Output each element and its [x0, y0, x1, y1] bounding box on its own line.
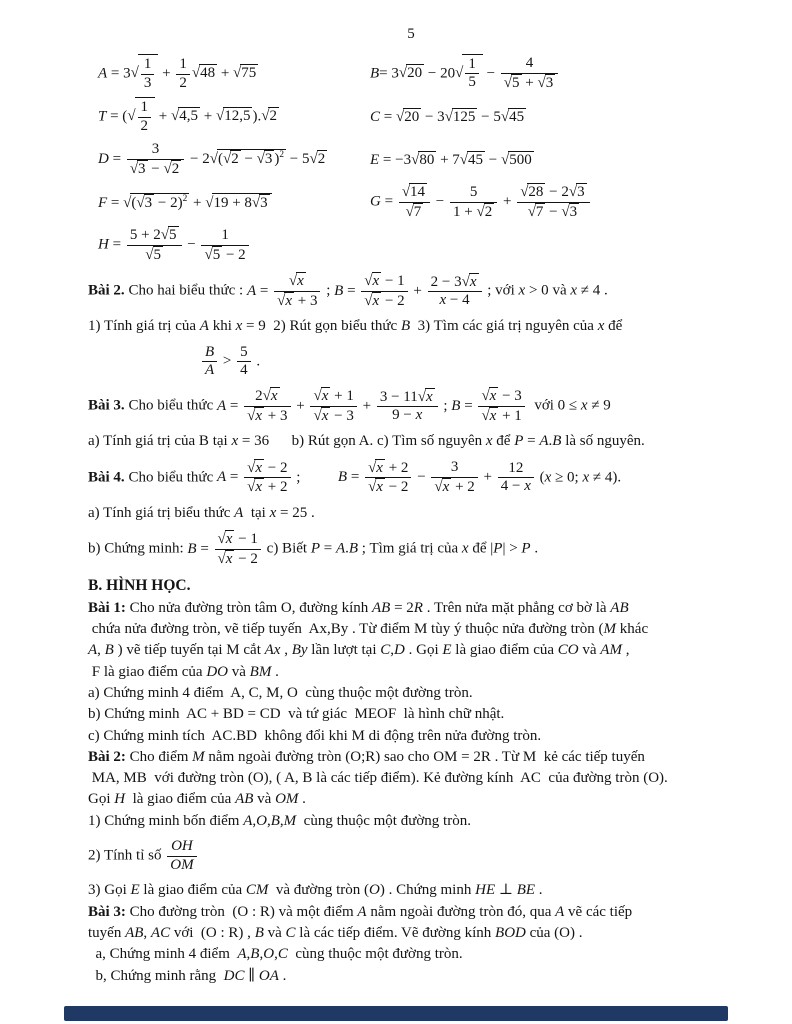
hh-bai1-a: a) Chứng minh 4 điểm A, C, M, O cùng thuộc một đường tròn. [88, 684, 473, 701]
formula-row-TC: T = (√ $\frac{1}{2}$ + √4,5 + √12,5 ).√2 C = √20 − 3√125 − 5√45 [88, 96, 734, 137]
bai3-questions: a) Tính giá trị của B tại x = 36 b) Rút gọn A. c) Tìm số nguyên x để P = A.B là số nguyên. [88, 433, 645, 450]
hh-bai1-line4: F là giao điểm của DO và BM . [88, 663, 279, 680]
hh-bai1-line2: chứa nửa đường tròn, vẽ tiếp tuyến Ax,By . Từ điểm M tùy ý thuộc nửa đường tròn (M khác [88, 621, 649, 638]
hh-bai1-line3: A, B ) vẽ tiếp tuyến tại M cắt Ax , By lần lượt tại C,D . Gọi E là giao điểm của CO và AM , [88, 642, 630, 659]
bai2-questions: 1) Tính giá trị của A khi x = 9 2) Rút gọn biểu thức B 3) Tìm các giá trị nguyên của x để [88, 318, 623, 335]
bottom-bar [64, 1006, 728, 1021]
formula-row-DE: D = $\frac{3}{√3 - √2}$ − 2√(√2 − √3 )$^2$ − 5√2 E = −3√80 + 7√45 − √500 [98, 140, 532, 177]
hh-bai3-line2: tuyến AB, AC với (O : R) , B và C là các tiếp điểm. Vẽ đường kính BOD của (O) . [88, 925, 583, 941]
hh-bai2-line1: Bài 2: Cho điểm M nằm ngoài đường tròn (O;R) sao cho OM = 2R . Từ M kẻ các tiếp tuyến [88, 748, 645, 765]
bai4-statement: Bài 4. Cho biểu thức A = $\frac{√x - 2}{√x + 2}$ ; B = $\frac{√x + 2}{√x - 2}$ − $\frac{3}{√x + 2}$ + $\frac{12}{4 - x}$ (x ≥ 0; x ≠ 4). [88, 459, 622, 496]
bai4-question-a: a) Tính giá trị biểu thức A tại x = 25 . [88, 505, 315, 522]
document-body [88, 53, 734, 987]
bai2-statement: Bài 2. Cho hai biểu thức : A = $\frac{√x}{√x + 3}$ ; B = $\frac{√x - 1}{√x - 2}$ + $\frac{2 - 3√x}{x - 4}$ ; với x > 0 và x ≠ 4 . [88, 273, 608, 309]
page-number: 5 [407, 26, 415, 42]
hh-bai3-line1: Bài 3: Cho đường tròn (O : R) và một điểm A nằm ngoài đường tròn đó, qua A vẽ các tiếp [88, 903, 633, 920]
formula-row-AB: A = 3√ $\frac{1}{3}$ + $\frac{1}{2}$ √48 + √75 B= 3√20 − 20√ $\frac{1}{5}$ − $\frac{4}{√5 + √3}$ [88, 53, 734, 94]
section-hinh-hoc: B. HÌNH HỌC. [88, 576, 191, 594]
hh-bai3-a: a, Chứng minh 4 điểm A,B,O,C cùng thuộc một đường tròn. [88, 946, 463, 963]
hh-bai1-c: c) Chứng minh tích AC.BD không đổi khi M di động trên nửa đường tròn. [88, 727, 542, 744]
hh-bai2-line3: Gọi H là giao điểm của AB và OM . [88, 791, 306, 808]
hh-bai2-q3: 3) Gọi E là giao điểm của CM và đường tròn (O) . Chứng minh HE ⊥ BE . [88, 882, 543, 899]
hh-bai2-line2: MA, MB với đường tròn (O), ( A, B là các tiếp điểm). Kẻ đường kính AC của đường tròn (O). [88, 770, 668, 787]
hh-bai3-b: b, Chứng minh rằng DC ∥ OA . [88, 967, 287, 984]
bai2-inequality: $\frac{B}{A}$ > $\frac{5}{4}$ . [88, 343, 734, 381]
hh-bai2-q2: 2) Tính tỉ số $\frac{OH}{OM}$ [88, 837, 734, 875]
hh-bai1-line1: Bài 1: Cho nửa đường tròn tâm O, đường kính AB = 2R . Trên nửa mặt phẳng cơ bờ là AB [88, 599, 629, 616]
hh-bai2-q1: 1) Chứng minh bốn điểm A,O,B,M cùng thuộc một đường tròn. [88, 812, 471, 829]
formula-row-FG: $F = √(√3 - 2)^2 + √19 + 8√3$ G = $\frac{√14}{√7}$ − $\frac{5}{1 + √2}$ + $\frac{√28 - 2√3}{√7 - √3}$ [88, 182, 734, 223]
hh-bai1-b: b) Chứng minh AC + BD = CD và tứ giác MEOF là hình chữ nhật. [88, 706, 505, 723]
bai3-statement: Bài 3. Cho biểu thức A = $\frac{2√x}{√x + 3}$ + $\frac{√x + 1}{√x - 3}$ + $\frac{3 - 11√x}{9 - x}$ ; B = $\frac{√x - 3}{√x + 1}$ với 0 ≤ x ≠ 9 [88, 388, 611, 424]
bai4-question-bc: b) Chứng minh: B = $\frac{√x - 1}{√x - 2}$ c) Biết P = A.B ; Tìm giá trị của x để |P| > P . [88, 531, 539, 568]
formula-row-H: H = $\frac{5 + 2√5}{√5}$ − $\frac{1}{√5 - 2}$ [88, 225, 734, 266]
